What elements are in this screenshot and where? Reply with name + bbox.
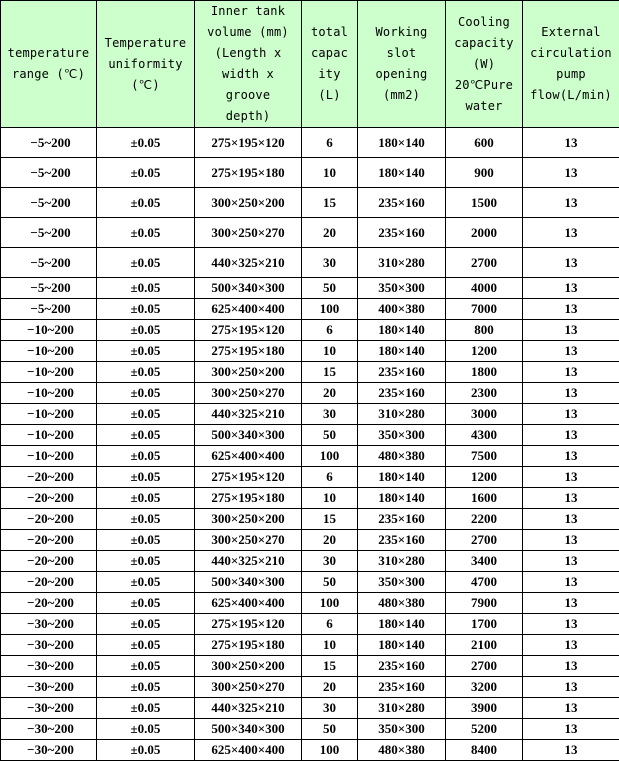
cell-temperature-range: −20~200 [1, 530, 97, 551]
cell-total-capacity: 20 [302, 530, 358, 551]
cell-cooling-capacity: 5200 [446, 719, 523, 740]
cell-temperature-range: −20~200 [1, 593, 97, 614]
cell-temperature-range: −5~200 [1, 248, 97, 278]
cell-temperature-range: −10~200 [1, 383, 97, 404]
cell-temperature-range: −30~200 [1, 635, 97, 656]
cell-temperature-range: −10~200 [1, 404, 97, 425]
header-temperature-range: temperature range (℃) [1, 1, 97, 128]
cell-inner-tank-volume: 625×400×400 [195, 446, 302, 467]
cell-pump-flow: 13 [523, 509, 619, 530]
header-cooling-capacity: Cooling capacity (W) 20℃Pure water [446, 1, 523, 128]
cell-cooling-capacity: 2300 [446, 383, 523, 404]
cell-working-slot-opening: 350×300 [358, 425, 446, 446]
table-row [1, 488, 619, 509]
cell-inner-tank-volume: 500×340×300 [195, 425, 302, 446]
cell-inner-tank-volume: 500×340×300 [195, 278, 302, 299]
cell-temperature-uniformity: ±0.05 [97, 467, 195, 488]
cell-pump-flow: 13 [523, 425, 619, 446]
cell-temperature-uniformity: ±0.05 [97, 446, 195, 467]
cell-inner-tank-volume: 300×250×200 [195, 362, 302, 383]
cell-total-capacity: 10 [302, 158, 358, 188]
cell-temperature-range: −10~200 [1, 341, 97, 362]
cell-cooling-capacity: 1600 [446, 488, 523, 509]
header-inner-tank-volume: Inner tank volume (mm) (Length x width x groove depth) [195, 1, 302, 128]
cell-working-slot-opening: 480×380 [358, 593, 446, 614]
cell-cooling-capacity: 4300 [446, 425, 523, 446]
header-total-capacity: total capac ity (L) [302, 1, 358, 128]
cell-working-slot-opening: 180×140 [358, 614, 446, 635]
cell-total-capacity: 50 [302, 719, 358, 740]
table-row [1, 656, 619, 677]
cell-temperature-uniformity: ±0.05 [97, 158, 195, 188]
cell-pump-flow: 13 [523, 128, 619, 158]
cell-total-capacity: 6 [302, 128, 358, 158]
table-row [1, 299, 619, 320]
cell-working-slot-opening: 235×160 [358, 530, 446, 551]
cell-cooling-capacity: 4000 [446, 278, 523, 299]
table-row [1, 248, 619, 278]
table-row [1, 128, 619, 158]
cell-total-capacity: 30 [302, 404, 358, 425]
table-row [1, 362, 619, 383]
cell-working-slot-opening: 235×160 [358, 509, 446, 530]
cell-temperature-uniformity: ±0.05 [97, 362, 195, 383]
cell-inner-tank-volume: 300×250×200 [195, 509, 302, 530]
cell-total-capacity: 30 [302, 698, 358, 719]
cell-pump-flow: 13 [523, 446, 619, 467]
table-row [1, 158, 619, 188]
table-row [1, 572, 619, 593]
cell-temperature-range: −10~200 [1, 425, 97, 446]
cell-temperature-range: −20~200 [1, 488, 97, 509]
table-row [1, 530, 619, 551]
cell-inner-tank-volume: 275×195×120 [195, 128, 302, 158]
cell-pump-flow: 13 [523, 698, 619, 719]
cell-temperature-uniformity: ±0.05 [97, 572, 195, 593]
cell-temperature-uniformity: ±0.05 [97, 425, 195, 446]
cell-inner-tank-volume: 440×325×210 [195, 404, 302, 425]
table-row [1, 188, 619, 218]
cell-total-capacity: 20 [302, 383, 358, 404]
cell-cooling-capacity: 900 [446, 158, 523, 188]
cell-temperature-uniformity: ±0.05 [97, 719, 195, 740]
cell-total-capacity: 10 [302, 341, 358, 362]
cell-temperature-range: −10~200 [1, 446, 97, 467]
cell-inner-tank-volume: 625×400×400 [195, 740, 302, 761]
cell-total-capacity: 100 [302, 446, 358, 467]
cell-total-capacity: 30 [302, 551, 358, 572]
cell-inner-tank-volume: 440×325×210 [195, 248, 302, 278]
table-row [1, 467, 619, 488]
cell-temperature-uniformity: ±0.05 [97, 614, 195, 635]
cell-working-slot-opening: 235×160 [358, 677, 446, 698]
cell-working-slot-opening: 235×160 [358, 656, 446, 677]
cell-temperature-uniformity: ±0.05 [97, 299, 195, 320]
cell-total-capacity: 50 [302, 425, 358, 446]
cell-total-capacity: 20 [302, 677, 358, 698]
cell-working-slot-opening: 350×300 [358, 572, 446, 593]
table-row [1, 320, 619, 341]
cell-cooling-capacity: 7500 [446, 446, 523, 467]
cell-inner-tank-volume: 440×325×210 [195, 551, 302, 572]
cell-inner-tank-volume: 300×250×270 [195, 218, 302, 248]
cell-temperature-uniformity: ±0.05 [97, 593, 195, 614]
cell-cooling-capacity: 3200 [446, 677, 523, 698]
cell-cooling-capacity: 2700 [446, 530, 523, 551]
cell-total-capacity: 15 [302, 656, 358, 677]
cell-pump-flow: 13 [523, 593, 619, 614]
cell-temperature-range: −30~200 [1, 740, 97, 761]
header-temperature-uniformity: Temperature uniformity (℃) [97, 1, 195, 128]
cell-temperature-uniformity: ±0.05 [97, 128, 195, 158]
cell-inner-tank-volume: 275×195×180 [195, 635, 302, 656]
cell-total-capacity: 30 [302, 248, 358, 278]
cell-total-capacity: 100 [302, 299, 358, 320]
cell-cooling-capacity: 3000 [446, 404, 523, 425]
table-row [1, 218, 619, 248]
cell-pump-flow: 13 [523, 320, 619, 341]
cell-temperature-range: −5~200 [1, 278, 97, 299]
cell-temperature-range: −30~200 [1, 719, 97, 740]
cell-temperature-uniformity: ±0.05 [97, 218, 195, 248]
table-row [1, 404, 619, 425]
cell-working-slot-opening: 235×160 [358, 383, 446, 404]
cell-pump-flow: 13 [523, 299, 619, 320]
cell-working-slot-opening: 180×140 [358, 341, 446, 362]
cell-working-slot-opening: 180×140 [358, 128, 446, 158]
cell-pump-flow: 13 [523, 158, 619, 188]
table-row [1, 446, 619, 467]
cell-inner-tank-volume: 500×340×300 [195, 719, 302, 740]
cell-working-slot-opening: 180×140 [358, 635, 446, 656]
cell-inner-tank-volume: 275×195×120 [195, 320, 302, 341]
cell-inner-tank-volume: 275×195×120 [195, 467, 302, 488]
cell-temperature-range: −20~200 [1, 572, 97, 593]
cell-temperature-range: −20~200 [1, 509, 97, 530]
cell-inner-tank-volume: 275×195×180 [195, 158, 302, 188]
cell-cooling-capacity: 2200 [446, 509, 523, 530]
cell-cooling-capacity: 1800 [446, 362, 523, 383]
cell-inner-tank-volume: 625×400×400 [195, 299, 302, 320]
cell-temperature-range: −30~200 [1, 698, 97, 719]
cell-temperature-uniformity: ±0.05 [97, 677, 195, 698]
table-row [1, 383, 619, 404]
cell-cooling-capacity: 1200 [446, 467, 523, 488]
table-row [1, 551, 619, 572]
cell-inner-tank-volume: 275×195×180 [195, 341, 302, 362]
cell-pump-flow: 13 [523, 719, 619, 740]
table-row [1, 341, 619, 362]
cell-working-slot-opening: 310×280 [358, 698, 446, 719]
cell-total-capacity: 15 [302, 188, 358, 218]
header-row [1, 1, 619, 128]
cell-inner-tank-volume: 300×250×270 [195, 677, 302, 698]
cell-temperature-uniformity: ±0.05 [97, 404, 195, 425]
cell-pump-flow: 13 [523, 740, 619, 761]
cell-temperature-range: −30~200 [1, 677, 97, 698]
cell-total-capacity: 6 [302, 320, 358, 341]
table-row [1, 719, 619, 740]
cell-cooling-capacity: 1500 [446, 188, 523, 218]
cell-temperature-uniformity: ±0.05 [97, 383, 195, 404]
cell-temperature-range: −5~200 [1, 218, 97, 248]
cell-inner-tank-volume: 300×250×200 [195, 188, 302, 218]
cell-temperature-range: −5~200 [1, 128, 97, 158]
cell-total-capacity: 100 [302, 593, 358, 614]
cell-temperature-uniformity: ±0.05 [97, 188, 195, 218]
cell-pump-flow: 13 [523, 572, 619, 593]
table-row [1, 593, 619, 614]
cell-cooling-capacity: 7000 [446, 299, 523, 320]
table-body [1, 128, 619, 761]
table-row [1, 614, 619, 635]
cell-temperature-uniformity: ±0.05 [97, 248, 195, 278]
cell-pump-flow: 13 [523, 248, 619, 278]
cell-pump-flow: 13 [523, 530, 619, 551]
cell-temperature-uniformity: ±0.05 [97, 278, 195, 299]
cell-inner-tank-volume: 440×325×210 [195, 698, 302, 719]
cell-pump-flow: 13 [523, 551, 619, 572]
cell-inner-tank-volume: 275×195×180 [195, 488, 302, 509]
cell-temperature-uniformity: ±0.05 [97, 698, 195, 719]
cell-temperature-uniformity: ±0.05 [97, 635, 195, 656]
cell-total-capacity: 6 [302, 614, 358, 635]
cell-temperature-range: −30~200 [1, 656, 97, 677]
cell-temperature-uniformity: ±0.05 [97, 551, 195, 572]
cell-cooling-capacity: 600 [446, 128, 523, 158]
cell-cooling-capacity: 2000 [446, 218, 523, 248]
cell-inner-tank-volume: 300×250×200 [195, 656, 302, 677]
table-row [1, 278, 619, 299]
cell-temperature-uniformity: ±0.05 [97, 509, 195, 530]
cell-pump-flow: 13 [523, 467, 619, 488]
cell-cooling-capacity: 1200 [446, 341, 523, 362]
cell-temperature-uniformity: ±0.05 [97, 656, 195, 677]
cell-total-capacity: 20 [302, 218, 358, 248]
cell-cooling-capacity: 3900 [446, 698, 523, 719]
cell-total-capacity: 10 [302, 635, 358, 656]
cell-total-capacity: 15 [302, 362, 358, 383]
table-row [1, 677, 619, 698]
cell-working-slot-opening: 235×160 [358, 218, 446, 248]
cell-working-slot-opening: 480×380 [358, 740, 446, 761]
cell-working-slot-opening: 350×300 [358, 719, 446, 740]
cell-pump-flow: 13 [523, 677, 619, 698]
table-row [1, 509, 619, 530]
cell-pump-flow: 13 [523, 383, 619, 404]
cell-pump-flow: 13 [523, 614, 619, 635]
cell-working-slot-opening: 180×140 [358, 488, 446, 509]
cell-working-slot-opening: 180×140 [358, 467, 446, 488]
cell-cooling-capacity: 800 [446, 320, 523, 341]
cell-working-slot-opening: 180×140 [358, 320, 446, 341]
cell-temperature-range: −20~200 [1, 467, 97, 488]
cell-pump-flow: 13 [523, 488, 619, 509]
cell-working-slot-opening: 180×140 [358, 158, 446, 188]
cell-total-capacity: 50 [302, 572, 358, 593]
cell-working-slot-opening: 310×280 [358, 248, 446, 278]
cell-pump-flow: 13 [523, 635, 619, 656]
table-row [1, 425, 619, 446]
cell-cooling-capacity: 2700 [446, 656, 523, 677]
cell-cooling-capacity: 2700 [446, 248, 523, 278]
cell-working-slot-opening: 480×380 [358, 446, 446, 467]
table-row [1, 740, 619, 761]
table-row [1, 635, 619, 656]
cell-temperature-uniformity: ±0.05 [97, 740, 195, 761]
cell-pump-flow: 13 [523, 188, 619, 218]
cell-working-slot-opening: 400×380 [358, 299, 446, 320]
header-pump-flow: External circulation pump flow(L/min) [523, 1, 619, 128]
cell-total-capacity: 10 [302, 488, 358, 509]
cell-temperature-uniformity: ±0.05 [97, 320, 195, 341]
cell-cooling-capacity: 7900 [446, 593, 523, 614]
cell-inner-tank-volume: 300×250×270 [195, 530, 302, 551]
cell-temperature-range: −10~200 [1, 320, 97, 341]
cell-inner-tank-volume: 300×250×270 [195, 383, 302, 404]
cell-working-slot-opening: 235×160 [358, 188, 446, 218]
cell-working-slot-opening: 235×160 [358, 362, 446, 383]
cell-working-slot-opening: 350×300 [358, 278, 446, 299]
cell-working-slot-opening: 310×280 [358, 551, 446, 572]
cell-pump-flow: 13 [523, 341, 619, 362]
cell-temperature-range: −5~200 [1, 188, 97, 218]
cell-cooling-capacity: 8400 [446, 740, 523, 761]
cell-working-slot-opening: 310×280 [358, 404, 446, 425]
cell-pump-flow: 13 [523, 404, 619, 425]
cell-pump-flow: 13 [523, 656, 619, 677]
cell-pump-flow: 13 [523, 278, 619, 299]
cell-temperature-uniformity: ±0.05 [97, 341, 195, 362]
cell-total-capacity: 15 [302, 509, 358, 530]
cell-temperature-range: −5~200 [1, 158, 97, 188]
cell-cooling-capacity: 1700 [446, 614, 523, 635]
cell-inner-tank-volume: 625×400×400 [195, 593, 302, 614]
cell-cooling-capacity: 3400 [446, 551, 523, 572]
cell-cooling-capacity: 4700 [446, 572, 523, 593]
cell-inner-tank-volume: 500×340×300 [195, 572, 302, 593]
cell-temperature-range: −5~200 [1, 299, 97, 320]
cell-total-capacity: 50 [302, 278, 358, 299]
table-row [1, 698, 619, 719]
cell-cooling-capacity: 2100 [446, 635, 523, 656]
cell-pump-flow: 13 [523, 218, 619, 248]
cell-pump-flow: 13 [523, 362, 619, 383]
cell-total-capacity: 6 [302, 467, 358, 488]
cell-temperature-uniformity: ±0.05 [97, 530, 195, 551]
cell-total-capacity: 100 [302, 740, 358, 761]
cell-inner-tank-volume: 275×195×120 [195, 614, 302, 635]
cell-temperature-range: −20~200 [1, 551, 97, 572]
cell-temperature-range: −10~200 [1, 362, 97, 383]
cell-temperature-range: −30~200 [1, 614, 97, 635]
header-working-slot-opening: Working slot opening (mm2) [358, 1, 446, 128]
cell-temperature-uniformity: ±0.05 [97, 488, 195, 509]
